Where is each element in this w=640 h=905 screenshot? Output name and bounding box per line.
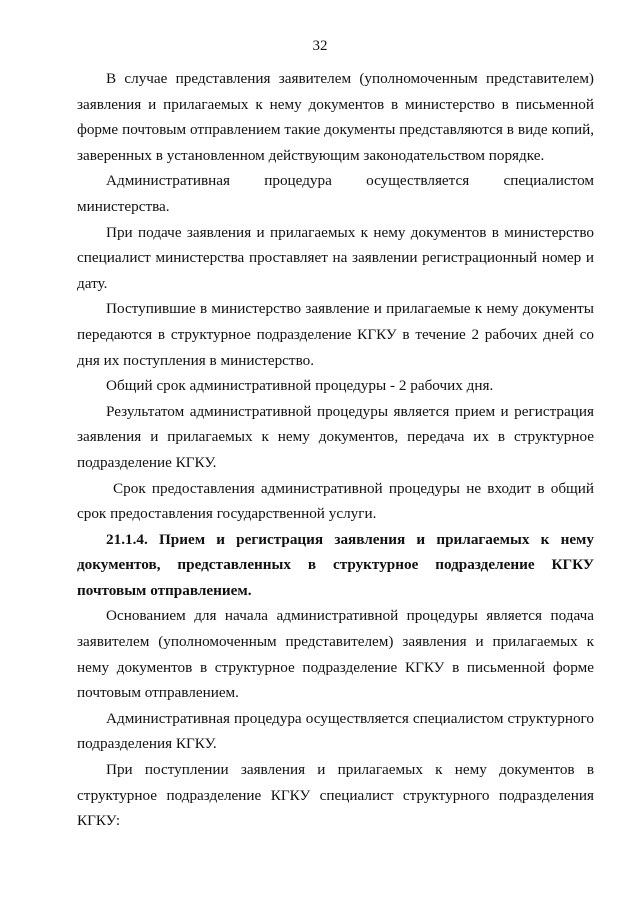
- section-heading-21-1-4: 21.1.4. Прием и регистрация заявления и прилагаемых к нему документов, представленных в структурное подразделение КГКУ почтовым отправлением.: [77, 530, 594, 599]
- paragraph-procedure-result: Результатом административной процедуры является прием и регистрация заявления и прилагаемых к нему документов, передача их в структурное подразделение КГКУ.: [77, 402, 594, 471]
- paragraph-procedure-by-kgku-specialist: Административная процедура осуществляется специалистом структурного подразделения КГКУ.: [77, 709, 594, 753]
- paragraph-basis-for-procedure: Основанием для начала административной процедуры является подача заявителем (уполномоченным представителем) заявления и прилагаемых к нему документов в структурное подразделение КГКУ в письменной форме почтовым отправлением.: [77, 607, 594, 702]
- paragraph-registration-number: При подаче заявления и прилагаемых к нему документов в министерство специалист министерства проставляет на заявлении регистрационный номер и дату.: [77, 223, 594, 292]
- page-number: 32: [312, 38, 328, 54]
- paragraph-procedure-by-ministry-specialist: Административная процедура осуществляется специалистом министерства.: [77, 172, 594, 215]
- document-body: [77, 66, 594, 834]
- paragraph-transfer-to-kgku: Поступившие в министерство заявление и прилагаемые к нему документы передаются в структурное подразделение КГКУ в течение 2 рабочих дней со дня их поступления в министерство.: [77, 300, 594, 369]
- paragraph-term-not-included: Срок предоставления административной процедуры не входит в общий срок предоставления государственной услуги.: [77, 479, 594, 523]
- paragraph-total-term: Общий срок административной процедуры - 2 рабочих дня.: [106, 377, 494, 395]
- paragraph-copies-by-mail: В случае представления заявителем (уполномоченным представителем) заявления и прилагаемых к нему документов в министерство в письменной форме почтовым отправлением такие документы представляются в виде копий, заверенных в установленном действующим законодательством порядке.: [77, 70, 594, 164]
- paragraph-upon-receipt: При поступлении заявления и прилагаемых к нему документов в структурное подразделение КГКУ специалист структурного подразделения КГКУ:: [77, 761, 594, 830]
